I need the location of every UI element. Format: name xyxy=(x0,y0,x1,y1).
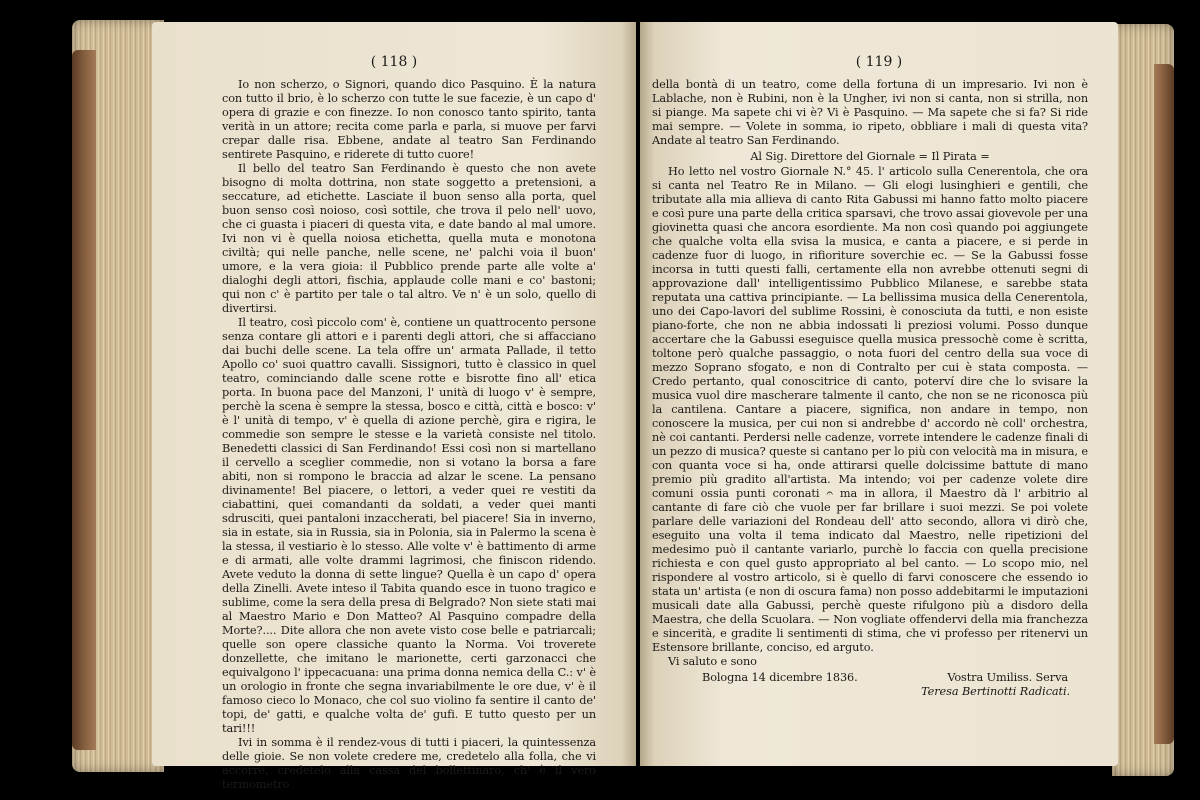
page-number-right: ( 119 ) xyxy=(855,54,903,70)
paragraph: Il teatro, così piccolo com' è, contiene un quattrocento persone senza contare gli attori e i parenti degli attori, che si affacciano dai buchi delle scene. La tela offre un' armata Pallade, il tetto Apollo co' suoi quattro cavalli. Sissignori, tutto è classico in quel teatro, cominciando dalle scene rotte e bisrotte fino all' etica porta. In buona pace del Manzoni, l' unità di luogo v' è sempre, perchè la scena è sempre la stessa, bosco e città, città e bosco: v' è l' unità di tempo, v' è quella di azione perchè, gira e rigira, le commedie son sempre le stesse e la varietà consiste nel titolo. Benedetti classici di San Ferdinando! Essi così non si martellano il cervello a sceglier commedie, non si votano la borsa a fare abiti, non si rompono le braccia ad alzar le scene. La pensano divinamente! Bel piacere, o lettori, a veder quei re vestiti da ciabattini, quei comandanti da soldati, a veder quei manti sdrusciti, quei pantaloni inzaccherati, bel piacere! Sia in inverno, sia in estate, sia in Russia, sia in Polonia, sia in Palermo la scena è la stessa, il vestiario è lo stesso. Alle volte v' è battimento di arme e di armati, alle volte drammi lagrimosi, che finiscon ridendo. Avete veduto la donna di sette lingue? Quella è un capo d' opera della Zinelli. Avete inteso il Tabita quando esce in tuono tragico e sublime, come la sera della presa di Belgrado? Non siete stati mai al Maestro Mario e Don Matteo? Al Pasquino compadre della Morte?.... Dite allora che non avete visto cose belle e patriarcali; quelle son opere classiche quanto la Norma. Voi troverete donzellette, che imitano le marionette, certi garzonacci che equivalgono l' ippecacuana: una prima donna nemica della C.: v' è un orologio in fronte che segna invariabilmente le ore due, v' è il famoso cieco lo Monaco, che col suo violino fa sentire il canto de' topi, de' gatti, e qualche volta de' gufi. E tutto questo per un tari!!! xyxy=(222,316,596,735)
greeting: Vi saluto e sono xyxy=(668,655,757,668)
paragraph: Il bello del teatro San Ferdinando è questo che non avete bisogno di molta dottrina, non state soggetto a pretensioni, a seccature, ad etichette. Lasciate il buon senso alla porta, quel buon senso così noioso, così sottile, che trova il pelo nell' uovo, che ci guasta i piaceri di questa vita, e date bando al mal umore. Ivi non vi è quella noiosa etichetta, quella muta e monotona civiltà; qui nelle panche, nelle scene, ne' palchi voia il buon' umore, e la vera gioia: il Pubblico prende parte alle volte a' dialoghi degli attori, fischia, applaude colle mani e co' bastoni; qui non c' è partito per tale o tal altro. Ve n' è un solo, quello di divertirsi. xyxy=(222,162,596,315)
closing-line: Vostra Umiliss. Serva xyxy=(947,671,1068,684)
right-binding xyxy=(1154,64,1174,744)
place-date: Bologna 14 dicembre 1836. xyxy=(702,671,858,684)
left-page xyxy=(152,22,636,791)
left-binding xyxy=(72,50,96,750)
right-page-edges xyxy=(1112,24,1174,776)
paragraph: Ivi in somma è il rendez-vous di tutti i piaceri, la quintessenza delle gioie. Se non volete credere me, credetelo alla folla, che vi accorre, credetelo alla cassa del bollettinaro, ch' è il vero termometro xyxy=(222,736,596,791)
right-page xyxy=(640,22,1118,766)
letter-body: Ho letto nel vostro Giornale N.° 45. l' articolo sulla Cenerentola, che ora si canta nel Teatro Re in Milano. — Gli elogi lusinghieri e gentili, che tributate alla mia allieva di canto Rita Gabussi mi hanno fatto molto piacere e così pure una parte della critica sparsavi, che trovo assai giovevole per una giovinetta quasi che ancora esordiente. Ma non così quando poi aggiungete che qualche volta ella svisa la musica, e canta a piacere, e si perde in cadenze fuor di luogo, in rifioriture soverchie ec. — Se la Gabussi fosse incorsa in tutti questi falli, certamente ella non avrebbe ottenuti segni di approvazione dall' intelligentissimo Pubblico Milanese, e sarebbe stata reputata una cattiva principiante. — La bellissima musica della Cenerentola, uno dei Capo-lavori del sublime Rossini, è conosciuta da tutti, e non esiste piano-forte, che non ne abbia indossati li preziosi volumi. Posso dunque accertare che la Gabussi eseguisce quella musica pressochè come è scritta, toltone però qualche passaggio, o nota fuori del centro della sua voce di mezzo Soprano sfogato, e non di Contralto per cui è stata composta. — Credo pertanto, qual conoscitrice di canto, poterví dire che lo svisare la musica vuol dire mascherare talmente il canto, che non se ne riconosca più la cantilena. Cantare a piacere, significa, non andare in tempo, non conoscere la musica, per cui non si andrebbe d' accordo nè coll' orchestra, nè coi cantanti. Perdersi nelle cadenze, vorrete intendere le cadenze finali di un pezzo di musica? queste si cantano per lo più con velocità ma in misura, e con quanta voce si ha, onde attirarsi quelle dolcissime battute di mano premio più gradito all'artista. Ma intendo; voi per cadenze volete dire comuni ossia punti coronati 𝄐 ma in allora, il Maestro dà l' arbitrio al cantante di fare ciò che vuole per far brillare i suoi mezzi. Se poi volete parlare delle variazioni del Rondeau dell' atto secondo, allora vi dirò che, eseguito una volta il tema indicato dal Maestro, nelle ripetizioni del medesimo può il cantante variarlo, purchè lo faccia con quella precisione richiesta e con quel gusto appropriato al bel canto. — Lo scopo mio, nel rispondere al vostro articolo, si è quello di farvi conoscere che essendo io stata un' artista (e non di oscura fama) non posso addebitarmi le imputazioni musicali date alla Gabussi, perchè queste rifulgono più a disdoro della Maestra, che della Scuolara. — Non vogliate offendervi della mia franchezza e sincerità, e gradite li sentimenti di stima, che vi professo per ritenervi un Estensore brillante, conciso, ed arguto. xyxy=(652,165,1088,654)
page-number-left: ( 118 ) xyxy=(370,54,418,70)
right-page-text xyxy=(652,78,1088,699)
signature: Teresa Bertinotti Radicati. xyxy=(921,685,1070,698)
continuation-paragraph: della bontà di un teatro, come della fortuna di un impresario. Ivi non è Lablache, non è Rubini, non è la Ungher, ivi non si canta, non si strilla, non si piange. Ma sapete chi vi è? Vi è Pasquino. — Ma sapete che si fa? Si ride mai sempre. — Volete in somma, io ripeto, obbliare i mali di questa vita? Andate al teatro San Ferdinando. xyxy=(652,78,1088,147)
left-page-text xyxy=(222,78,596,792)
paragraph: Io non scherzo, o Signori, quando dico Pasquino. È la natura con tutto il brio, è lo scherzo con tutte le sue facezie, è un capo d' opera di grazie e con finezze. Io non conosco tanto spirito, tanta verità in un attore; recita come parla e parla, si muove per farvi crepar dalle risa. Ebbene, andate al teatro San Ferdinando sentirete Pasquino, e riderete di tutto cuore! xyxy=(222,78,596,161)
left-page-edges xyxy=(72,20,164,772)
letter-heading: Al Sig. Direttore del Giornale = Il Pirata = xyxy=(750,150,990,163)
letter-closing xyxy=(652,655,1088,699)
